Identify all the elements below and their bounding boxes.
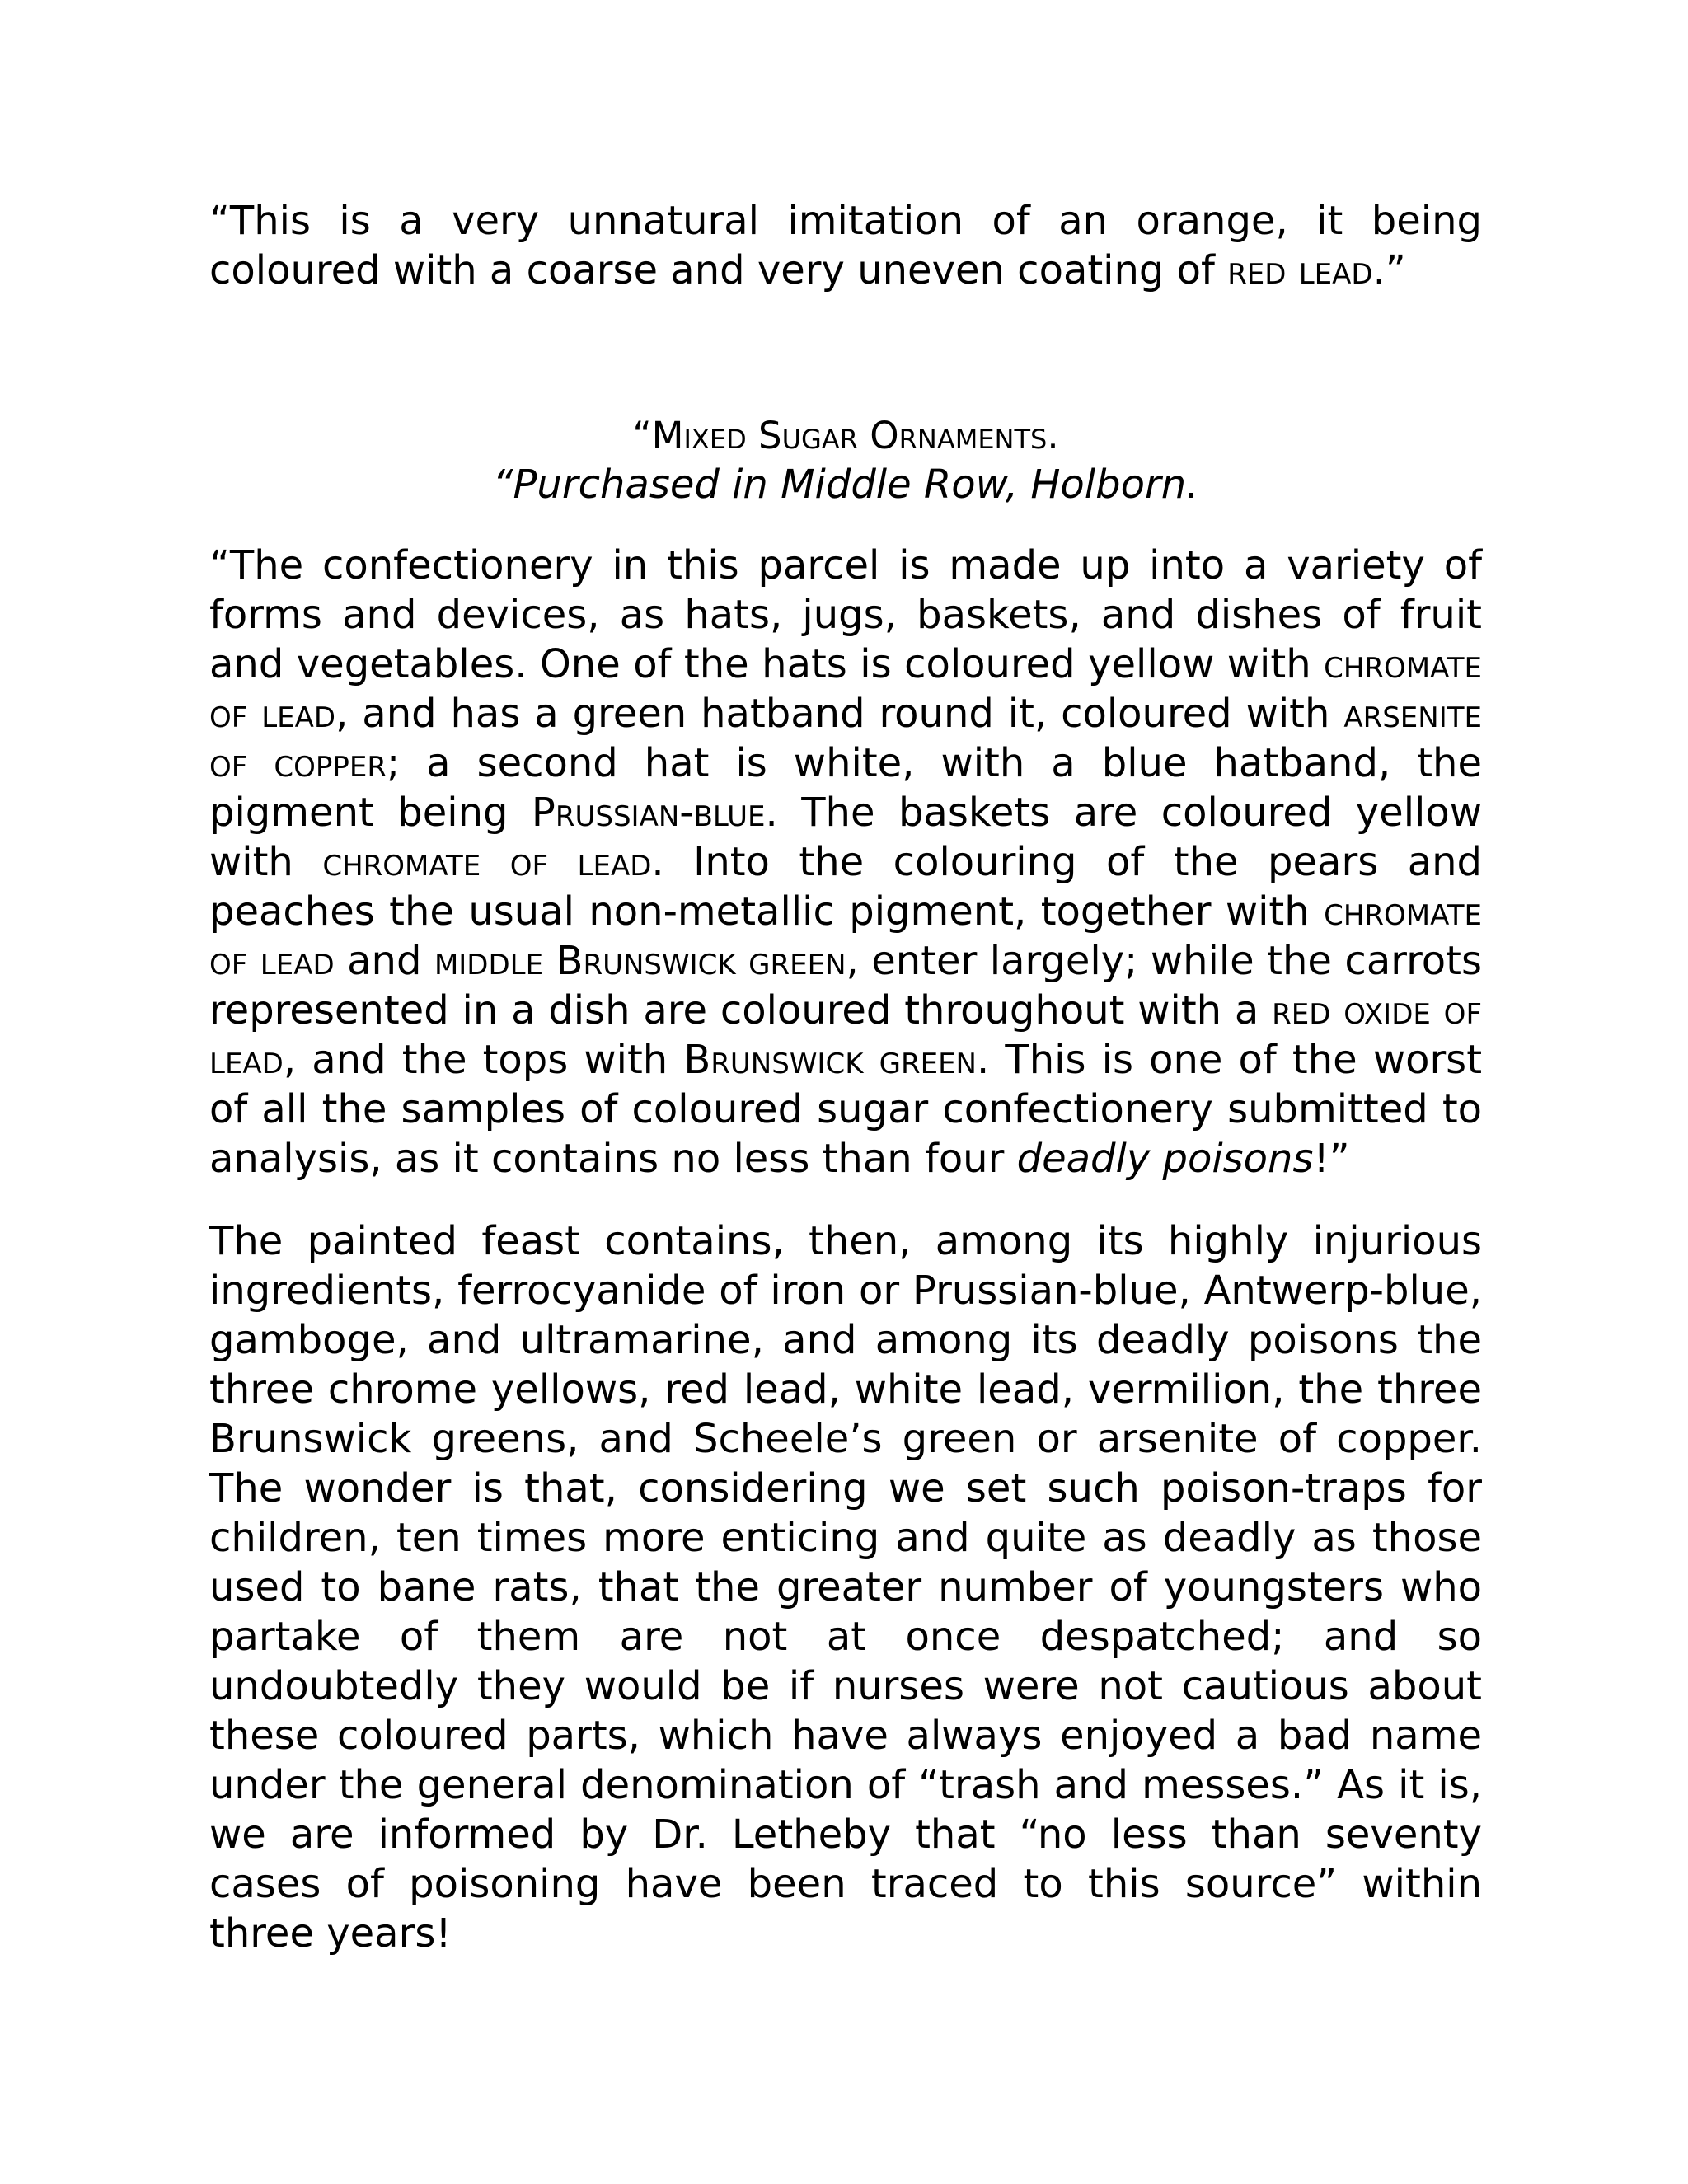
paragraph-orange-end: .”: [1372, 247, 1406, 293]
heading-quote: “: [632, 414, 652, 457]
text-run: and: [334, 938, 434, 984]
small-caps-run: Prussian-blue: [531, 790, 766, 836]
small-caps-run: red oxide of lead: [209, 987, 1482, 1083]
subheading-text: Purchased in Middle Row, Holborn.: [513, 462, 1199, 508]
text-run: , and the tops with: [283, 1037, 684, 1083]
paragraph-feast: The painted feast contains, then, among its highly injurious ingredients, ferrocyanide of iron or Prussian-blue, Antwerp-blue, gamboge, and ultramarine, and among its deadly poisons the three chrome yellows, red lead, white lead, vermilion, the three Brunswick greens, and Scheele’s green or arsenite of copper. The wonder is that, considering we set such poison-traps for children, ten times more enticing and quite as deadly as those used to bane rats, that the greater number of youngsters who partake of them are not at once despatched; and so undoubtedly they would be if nurses were not cautious about these coloured parts, which have always enjoyed a bad name under the general denomination of “trash and messes.” As it is, we are informed by Dr. Letheby that “no less than seventy cases of poisoning have been traced to this source” within three years!: [209, 1218, 1482, 1957]
section-subheading: [209, 460, 1482, 509]
document-page: [209, 196, 1482, 1958]
small-caps-run: chromate of lead: [322, 839, 652, 885]
heading-text: Mixed Sugar Ornaments.: [651, 414, 1059, 457]
small-caps-run: Brunswick green: [683, 1037, 977, 1083]
text-run: . This is one of the worst of all the samples of coloured sugar confectionery submitted to analysis, as it contains no less than four: [209, 1037, 1483, 1182]
text-run: , enter largely; while the carrots represented in a dish are coloured throughout with a: [209, 938, 1483, 1033]
text-run: “The confectionery in this parcel is made up into a variety of forms and devices, as hats, jugs, baskets, and dishes of fruit and vegetables. One of the hats is coloured yellow with: [209, 542, 1482, 687]
small-caps-run: arsenite of copper: [209, 691, 1482, 786]
text-run: ; a second hat is white, with a blue hatband, the pigment being: [209, 740, 1482, 836]
text-run: . Into the colouring of the pears and peaches the usual non-metallic pigment, together with: [209, 839, 1482, 935]
paragraph-orange: [209, 196, 1482, 295]
paragraph-orange-text: “This is a very unnatural imitation of an orange, it being coloured with a coarse and very uneven coating of: [209, 198, 1482, 293]
small-caps-red-lead: red lead: [1227, 247, 1373, 293]
small-caps-run: middle Brunswick green: [434, 938, 846, 984]
small-caps-run: chromate of lead: [209, 641, 1482, 737]
section-heading: [209, 412, 1482, 460]
small-caps-run: chromate of lead: [209, 888, 1482, 984]
emphasis-deadly-poisons: deadly poisons: [1016, 1136, 1314, 1182]
text-run: !”: [1313, 1136, 1350, 1182]
text-run: . The baskets are coloured yellow with: [209, 790, 1483, 885]
text-run: , and has a green hatband round it, coloured with: [335, 691, 1344, 737]
subheading-quote: “: [492, 462, 513, 508]
paragraph-ornaments: [209, 541, 1482, 1183]
